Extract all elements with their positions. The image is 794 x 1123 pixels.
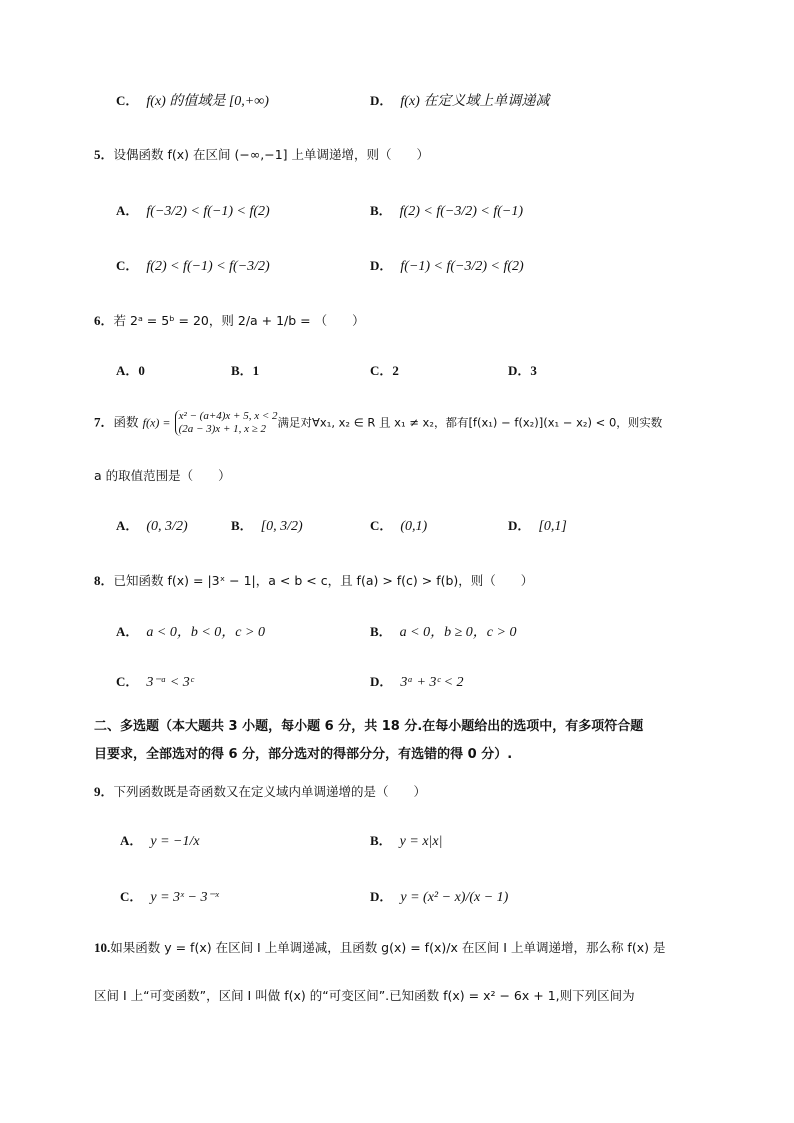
option-label: D．	[370, 93, 393, 108]
option-text: a < 0，b < 0，c > 0	[146, 625, 265, 640]
question-number: 7．	[94, 414, 114, 430]
option-label: A．	[120, 833, 143, 848]
option-label: C．	[120, 889, 143, 904]
option-text: [0, 3/2)	[260, 519, 303, 534]
section-text-1: 二、多选题（本大题共 3 小题，每小题 6 分，共 18 分.在每小题给出的选项中，有多项符合题	[94, 719, 644, 734]
option-text: 3⁻ᵃ < 3ᶜ	[146, 675, 194, 690]
q8-option-b	[370, 621, 516, 641]
piece-1: x² − (a+4)x + 5, x < 2	[178, 410, 278, 422]
option-label: A．	[116, 518, 139, 533]
piece-2: (2a − 3)x + 1, x ≥ 2	[178, 423, 267, 435]
q5-option-b	[370, 200, 523, 220]
q10-stem-line2	[94, 986, 635, 1004]
question-text: 已知函数 f(x) = |3ˣ − 1|，a < b < c，且 f(a) > f(c) > f(b)，则（ ）	[113, 573, 534, 588]
option-label: B．	[370, 833, 392, 848]
option-text: f(x) 的值域是 [0,+∞)	[146, 94, 269, 109]
section-heading-line2	[94, 743, 512, 762]
question-text: 设偶函数 f(x) 在区间 (−∞,−1] 上单调递增，则（ ）	[113, 147, 430, 162]
question-text: 下列函数既是奇函数又在定义域内单调递增的是（ ）	[113, 784, 427, 799]
option-text: [0,1]	[538, 519, 567, 534]
option-label: B．	[231, 518, 253, 533]
q7-option-c	[370, 515, 427, 535]
q8-option-a	[116, 621, 265, 641]
question-number: 8．	[94, 573, 114, 588]
option-text: a < 0，b ≥ 0，c > 0	[399, 625, 517, 640]
option-text: f(−1) < f(−3/2) < f(2)	[400, 259, 524, 274]
option-label: B．	[370, 624, 392, 639]
q7-stem-line2	[94, 466, 231, 484]
question-number: 10.	[94, 940, 111, 955]
q10-stem	[94, 938, 665, 956]
option-text: A．0	[116, 363, 145, 378]
q6-stem	[94, 310, 365, 329]
q8-option-c	[116, 671, 193, 691]
option-text: f(−3/2) < f(−1) < f(2)	[146, 204, 270, 219]
q9-option-a	[120, 830, 200, 850]
option-label: D．	[370, 258, 393, 273]
question-text: 若 2ᵃ = 5ᵇ = 20，则 2/a + 1/b = （ ）	[113, 313, 365, 328]
q9-option-c	[120, 886, 219, 906]
option-label: B．	[370, 203, 392, 218]
q9-stem	[94, 781, 426, 800]
option-text: y = (x² − x)/(x − 1)	[400, 890, 509, 905]
option-text: (0,1)	[400, 519, 428, 534]
option-text: f(2) < f(−3/2) < f(−1)	[399, 204, 523, 219]
option-label: C．	[370, 518, 393, 533]
option-text: f(2) < f(−1) < f(−3/2)	[146, 259, 270, 274]
option-text: y = x|x|	[399, 834, 443, 849]
option-text: 3ᵃ + 3ᶜ < 2	[400, 675, 464, 690]
q8-stem	[94, 570, 533, 589]
q6-option-a	[116, 360, 153, 379]
question-text: 区间 I 上“可变函数”，区间 I 叫做 f(x) 的“可变区间”.已知函数 f(x) = x² − 6x + 1,则下列区间为	[94, 988, 635, 1003]
option-text: C．2	[370, 363, 399, 378]
q5-option-a	[116, 200, 270, 220]
option-label: C．	[116, 674, 139, 689]
q7-stem: 7．函数 f(x) = x² − (a+4)x + 5, x < 2 (2a − 3)x + 1, x ≥ 2 满足对∀x₁, x₂ ∈ R 且 x₁ ≠ x₂，都有[f(x₁) − f(x₂)](x₁ − x₂) < 0，则实数	[94, 410, 663, 435]
question-number: 9．	[94, 784, 114, 799]
q6-option-d	[508, 360, 545, 379]
q9-option-d	[370, 886, 508, 906]
option-label: A．	[116, 624, 139, 639]
q5-option-c	[116, 255, 270, 275]
question-text: a 的取值范围是（ ）	[94, 468, 231, 483]
q4-option-d	[370, 90, 549, 110]
q8-option-d	[370, 671, 464, 691]
q5-option-d	[370, 255, 524, 275]
option-text: y = 3ˣ − 3⁻ˣ	[150, 890, 219, 905]
question-text-post: 满足对∀x₁, x₂ ∈ R 且 x₁ ≠ x₂，都有[f(x₁) − f(x₂)](x₁ − x₂) < 0，则实数	[277, 415, 663, 430]
option-text: y = −1/x	[150, 834, 200, 849]
q7-option-a	[116, 515, 188, 535]
option-label: A．	[116, 203, 139, 218]
question-number: 5．	[94, 147, 114, 162]
section-heading	[94, 715, 643, 734]
option-text: f(x) 在定义域上单调递减	[400, 94, 550, 109]
option-label: D．	[508, 518, 531, 533]
section-text-2: 目要求，全部选对的得 6 分，部分选对的得部分分，有选错的得 0 分）.	[94, 747, 513, 762]
q7-option-d	[508, 515, 567, 535]
q5-stem	[94, 144, 429, 163]
q9-option-b	[370, 830, 442, 850]
option-text: D．3	[508, 363, 537, 378]
option-label: D．	[370, 674, 393, 689]
option-label: D．	[370, 889, 393, 904]
option-label: C．	[116, 258, 139, 273]
q7-option-b	[231, 515, 303, 535]
piecewise-brace	[175, 410, 278, 436]
q4-option-c	[116, 90, 269, 110]
question-text: 如果函数 y = f(x) 在区间 I 上单调递减，且函数 g(x) = f(x)/x 在区间 I 上单调递增，那么称 f(x) 是	[110, 940, 666, 955]
q6-option-b	[231, 360, 267, 379]
q6-option-c	[370, 360, 407, 379]
question-number: 6．	[94, 313, 114, 328]
question-text-pre: 函数	[113, 414, 139, 430]
option-text: (0, 3/2)	[146, 519, 188, 534]
option-text: B．1	[231, 363, 260, 378]
option-label: C．	[116, 93, 139, 108]
